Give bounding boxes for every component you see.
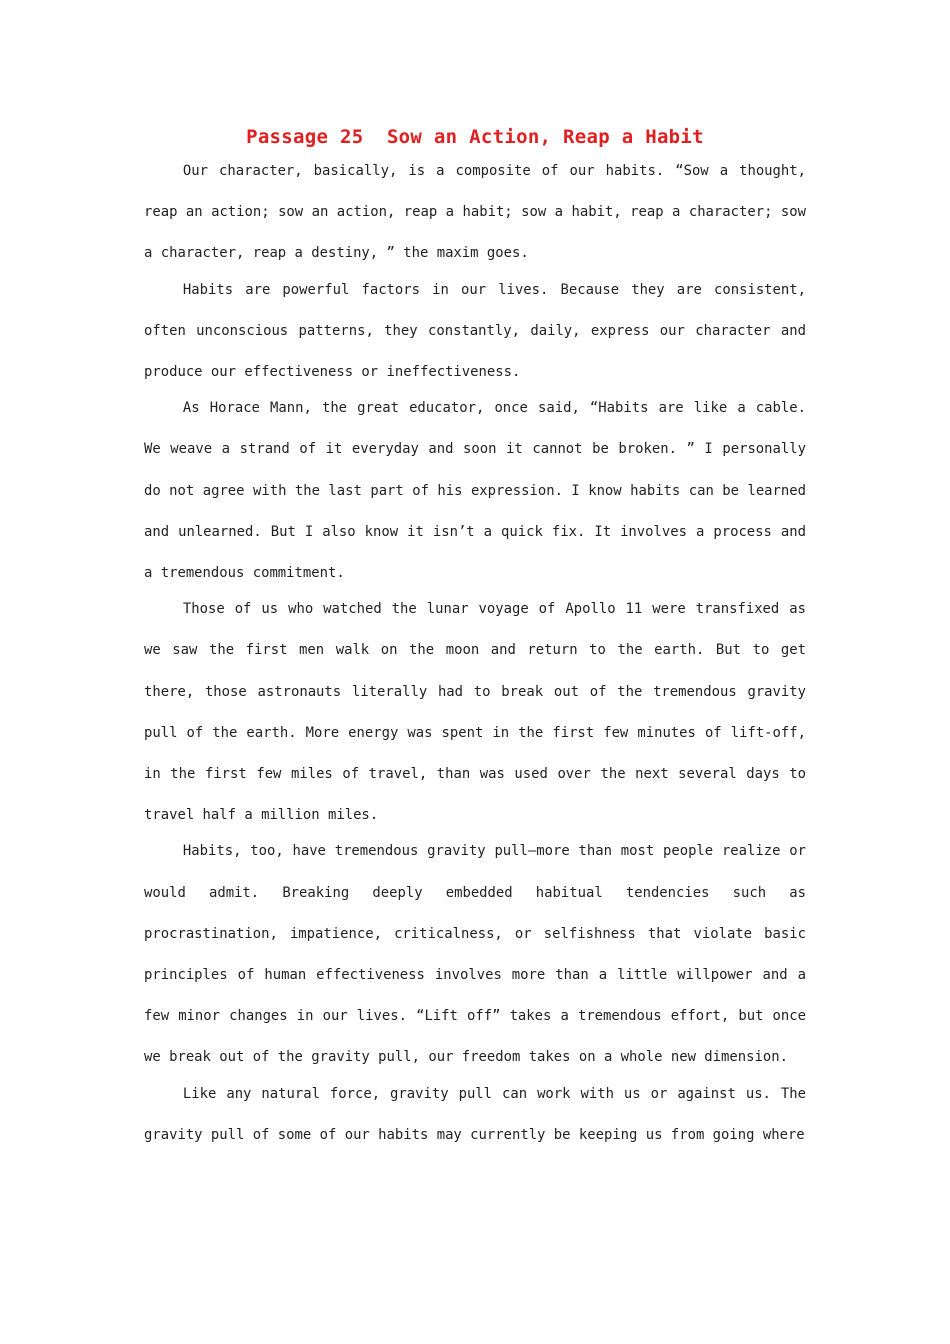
- paragraph: Those of us who watched the lunar voyage of Apollo 11 were transfixed as we saw the first men walk on the moon and return to the earth. But to get there, those astronauts literally had to break out of the tremendous gravity pull of the earth. More energy was spent in the first few minutes of lift-off, in the first few miles of travel, than was used over the next several days to travel half a million miles.: [144, 601, 806, 824]
- paragraph: Our character, basically, is a composite of our habits. “Sow a thought, reap an action; sow an action, reap a habit; sow a habit, reap a character; sow a character, reap a destiny, ” the maxim goes.: [144, 163, 806, 262]
- paragraph: Like any natural force, gravity pull can work with us or against us. The gravity pull of some of our habits may currently be keeping us from going where: [144, 1085, 806, 1143]
- paragraph: Habits, too, have tremendous gravity pull—more than most people realize or would admit. Breaking deeply embedded habitual tendencies such as procrastination, impatience, criticalness, or selfishness that violate basic principles of human effectiveness involves more than a little willpower and a few minor changes in our lives. “Lift off” takes a tremendous effort, but once we break out of the gravity pull, our freedom takes on a whole new dimension.: [144, 843, 806, 1066]
- document-body: [144, 118, 806, 1156]
- page-title: Passage 25 Sow an Action, Reap a Habit: [246, 126, 704, 148]
- paragraph: Habits are powerful factors in our lives. Because they are consistent, often unconscious patterns, they constantly, daily, express our character and produce our effectiveness or ineffectiveness.: [144, 281, 806, 381]
- paragraph: As Horace Mann, the great educator, once said, “Habits are like a cable. We weave a strand of it everyday and soon it cannot be broken. ” I personally do not agree with the last part of his expression. I know habits can be learned and unlearned. But I also know it isn’t a quick fix. It involves a process and a tremendous commitment.: [144, 400, 806, 582]
